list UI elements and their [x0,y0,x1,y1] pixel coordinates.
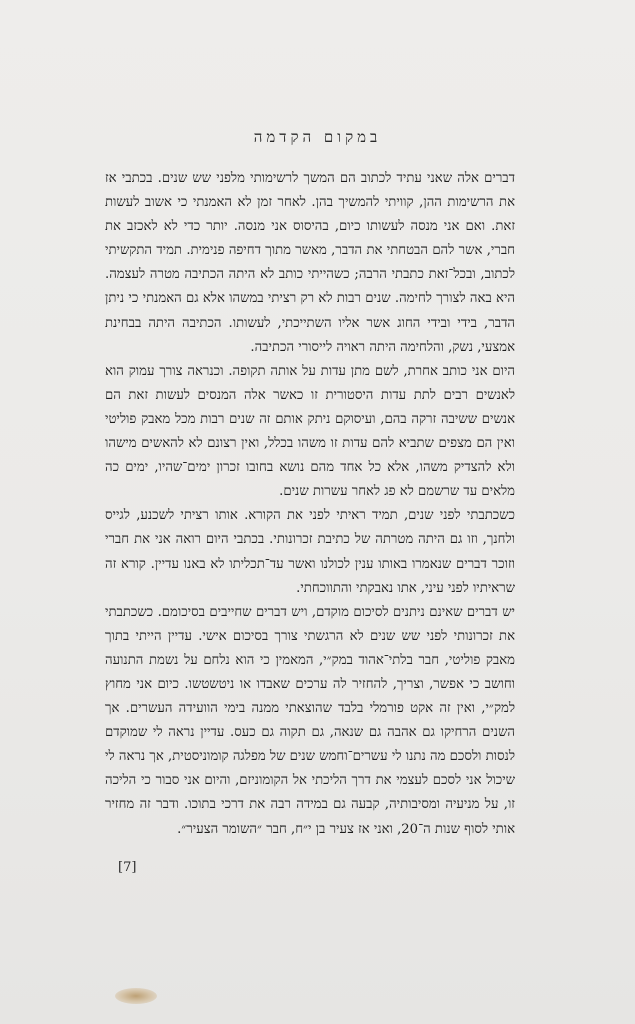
paragraph-3: כשכתבתי לפני שנים, תמיד ראיתי לפני את הקורא. אותו רציתי לשכנע, לגייס ולחנך, וזו גם היתה מטרתה של כתיבת זכרונותי. בכתבי היום רואה אני את חברי וזוכר דברים שנאמרו באותו ענין לכולנו ואשר עד־תכליתו לא באנו עדיין. קורא זה שראיתיו לפני עיני, אתו נאבקתי והתווכחתי. [105,508,515,596]
paragraph-4: יש דברים שאינם ניתנים לסיכום מוקדם, ויש דברים שחייבים בסיכומם. כשכתבתי את זכרונותי לפני שש שנים לא הרגשתי צורך בסיכום אישי. עדיין הייתי בתוך מאבק פוליטי, חבר בלתי־אהוד במק״י, המאמין כי הוא נלחם על נשמת התנועה וחושב כי אפשר, וצריך, להחזיר לה ערכים שאבדו או ניטשטשו. כיום אני מחוץ למק״י, ואין זה אקט פורמלי בלבד שהוצאתי ממנה בימי הוועידה העשרים. אך השנים הרחיקו גם אהבה גם שנאה, גם תקוה גם כעס. עדיין נראה לי שמוקדם לנסות ולסכם מה נתנו לי עשרים־וחמש שנים של מפלגה קומוניסטית, אך נראה לי שיכול אני לסכם לעצמי את דרך הליכתי אל הקומוניזם, והיום אני סבור כי הליכה זו, על מניעיה ומסיבותיה, קבעה גם במידה רבה את דרכי בתוכו. ודבר זה מחזיר אותי לסוף שנות ה־20, ואני אז צעיר בן י״ח, חבר ״השומר הצעיר״. [105,604,515,837]
page-title: במקום הקדמה [253,128,382,146]
page-number: [7] [118,860,137,875]
paragraph-1: דברים אלה שאני עתיד לכתוב הם המשך לרשימותי מלפני שש שנים. בכתבי אז את הרשימות ההן, קוויתי להמשיך בהן. לאחר זמן לא האמנתי כי אשוב לעשות זאת. ואם אני מנסה לעשותו כיום, בהיסוס אני מנסה. יותר כדי לא לאכזב את חברי, אשר להם הבטחתי את הדבר, מאשר מתוך דחיפה פנימית. תמיד התקשיתי לכתוב, ובכל־זאת כתבתי הרבה; כשהייתי כותב לא היתה הכתיבה מטרה לעצמה. היא באה לצורך לחימה. שנים רבות לא רק רציתי במשהו אלא גם האמנתי כי ניתן הדבר, בידי ובידי החוג אשר אליו השתייכתי, לעשותו. הכתיבה היתה בבחינת אמצעי, נשק, והלחימה היתה ראויה לייסורי הכתיבה. [105,171,515,355]
paragraph-2: היום אני כותב אחרת, לשם מתן עדות על אותה תקופה. וכנראה צורך עמוק הוא לאנשים רבים לתת עדות היסטורית זו כאשר אלה המנסים לעשות זאת הם אנשים ששיבה זרקה בהם, ועיסוקם ניתק אותם זה שנים רבות מכל מאבק פוליטי ואין הם מצפים שתביא להם עדות זו משהו בכלל, ואין רצונם לא להאשים מישהו ולא להצדיק משהו, אלא כל אחד מהם נושא בחובו זכרון ימים־שהיו, ימים כה מלאים עד שרשמם לא פג לאחר עשרות שנים. [105,363,515,500]
paper-stain [115,988,157,1004]
body-text [105,167,515,842]
